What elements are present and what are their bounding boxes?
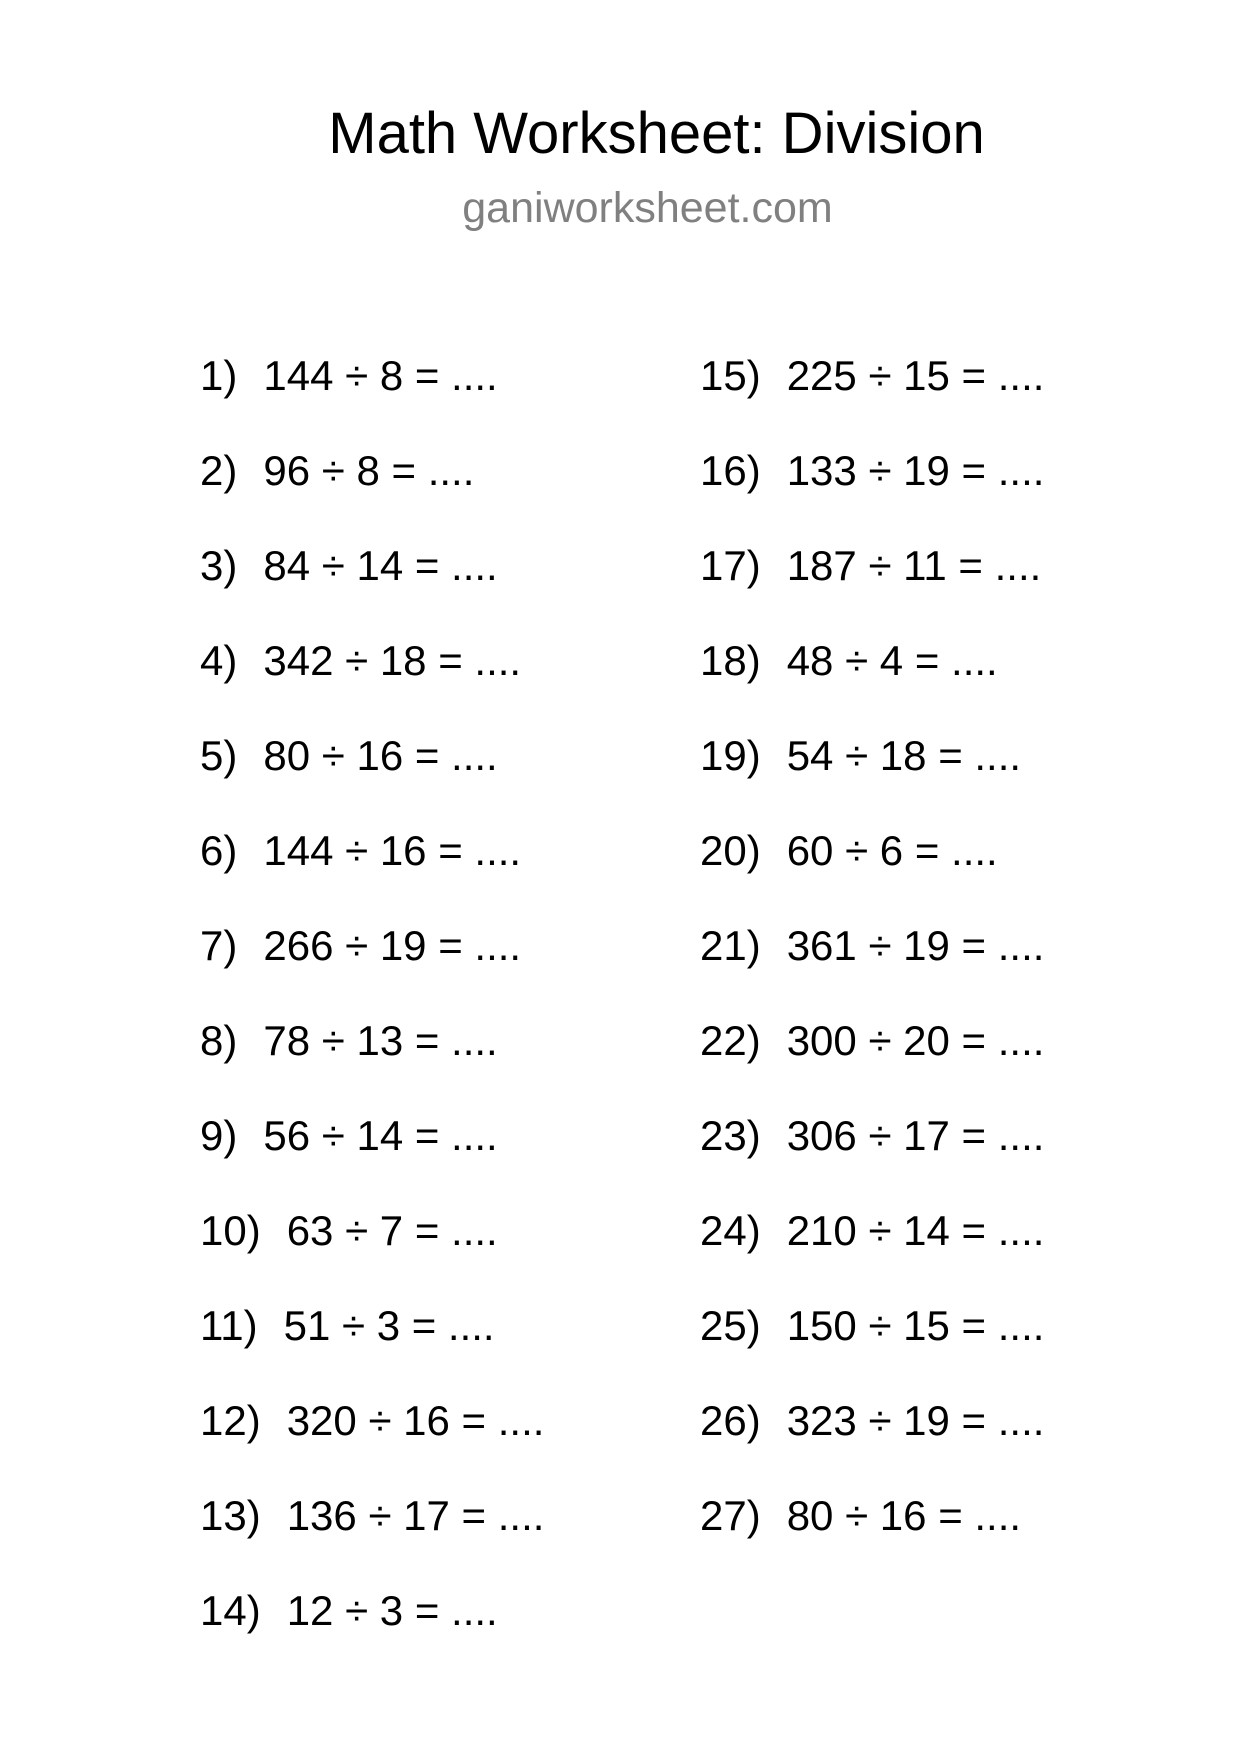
problem-number: 2) (200, 447, 238, 494)
problem-item (200, 536, 544, 631)
problem-item (200, 1296, 544, 1391)
problem-item (200, 441, 544, 536)
problem-item (700, 1106, 1044, 1201)
problem-number: 7) (200, 922, 238, 969)
problem-item (700, 1011, 1044, 1106)
problem-number: 25) (700, 1302, 761, 1349)
problem-number: 27) (700, 1492, 761, 1539)
problem-number: 11) (200, 1302, 258, 1349)
problem-number: 13) (200, 1492, 261, 1539)
problem-number: 6) (200, 827, 238, 874)
problem-item (200, 1486, 544, 1581)
problem-item (700, 441, 1044, 536)
problem-expression: 361 ÷ 19 = .... (786, 922, 1045, 969)
problem-expression: 56 ÷ 14 = .... (263, 1112, 498, 1159)
problem-list-left (200, 346, 544, 1676)
problem-number: 16) (700, 447, 761, 494)
problem-expression: 63 ÷ 7 = .... (286, 1207, 498, 1254)
problem-item (200, 1106, 544, 1201)
worksheet-title: Math Worksheet: Division (328, 101, 985, 166)
problem-item (700, 726, 1044, 821)
problem-item (200, 1201, 544, 1296)
problem-expression: 225 ÷ 15 = .... (786, 352, 1045, 399)
problem-number: 4) (200, 637, 238, 684)
problem-number: 9) (200, 1112, 238, 1159)
problem-expression: 210 ÷ 14 = .... (786, 1207, 1045, 1254)
problem-item (700, 1201, 1044, 1296)
problem-number: 22) (700, 1017, 761, 1064)
problem-number: 3) (200, 542, 238, 589)
problem-expression: 266 ÷ 19 = .... (263, 922, 522, 969)
problem-item (700, 536, 1044, 631)
problem-number: 15) (700, 352, 761, 399)
problem-expression: 323 ÷ 19 = .... (786, 1397, 1045, 1444)
problem-expression: 48 ÷ 4 = .... (786, 637, 998, 684)
problem-number: 23) (700, 1112, 761, 1159)
problem-expression: 306 ÷ 17 = .... (786, 1112, 1045, 1159)
problem-item (200, 1011, 544, 1106)
problem-number: 12) (200, 1397, 261, 1444)
problem-item (700, 631, 1044, 726)
problem-item (200, 631, 544, 726)
problem-item (200, 726, 544, 821)
problem-expression: 144 ÷ 16 = .... (263, 827, 522, 874)
problem-expression: 187 ÷ 11 = .... (786, 542, 1042, 589)
problem-item (200, 1391, 544, 1486)
problem-expression: 78 ÷ 13 = .... (263, 1017, 498, 1064)
problem-expression: 133 ÷ 19 = .... (786, 447, 1045, 494)
problem-expression: 80 ÷ 16 = .... (263, 732, 498, 779)
problem-item (200, 1581, 544, 1676)
problem-number: 19) (700, 732, 761, 779)
problem-expression: 54 ÷ 18 = .... (786, 732, 1022, 779)
problem-number: 1) (200, 352, 238, 399)
problem-expression: 84 ÷ 14 = .... (263, 542, 498, 589)
problem-number: 26) (700, 1397, 761, 1444)
problem-number: 5) (200, 732, 238, 779)
problem-number: 21) (700, 922, 761, 969)
problem-number: 14) (200, 1587, 261, 1634)
problem-number: 18) (700, 637, 761, 684)
problem-expression: 96 ÷ 8 = .... (263, 447, 475, 494)
problem-item (700, 916, 1044, 1011)
problem-expression: 136 ÷ 17 = .... (286, 1492, 545, 1539)
problem-number: 10) (200, 1207, 261, 1254)
problem-number: 24) (700, 1207, 761, 1254)
problem-item (700, 1391, 1044, 1486)
problem-number: 8) (200, 1017, 238, 1064)
problem-item (200, 916, 544, 1011)
problem-item (200, 821, 544, 916)
problem-expression: 51 ÷ 3 = .... (283, 1302, 495, 1349)
problem-number: 20) (700, 827, 761, 874)
problem-expression: 60 ÷ 6 = .... (786, 827, 998, 874)
problem-expression: 320 ÷ 16 = .... (286, 1397, 545, 1444)
problem-item (200, 346, 544, 441)
problem-expression: 80 ÷ 16 = .... (786, 1492, 1022, 1539)
problem-expression: 300 ÷ 20 = .... (786, 1017, 1045, 1064)
problem-item (700, 346, 1044, 441)
problem-item (700, 821, 1044, 916)
problem-expression: 12 ÷ 3 = .... (286, 1587, 498, 1634)
problem-expression: 150 ÷ 15 = .... (786, 1302, 1045, 1349)
problem-item (700, 1486, 1044, 1581)
problem-number: 17) (700, 542, 761, 589)
problem-expression: 144 ÷ 8 = .... (263, 352, 498, 399)
problem-expression: 342 ÷ 18 = .... (263, 637, 522, 684)
problem-item (700, 1296, 1044, 1391)
worksheet-source: ganiworksheet.com (462, 184, 833, 232)
problem-list-right (700, 346, 1044, 1581)
